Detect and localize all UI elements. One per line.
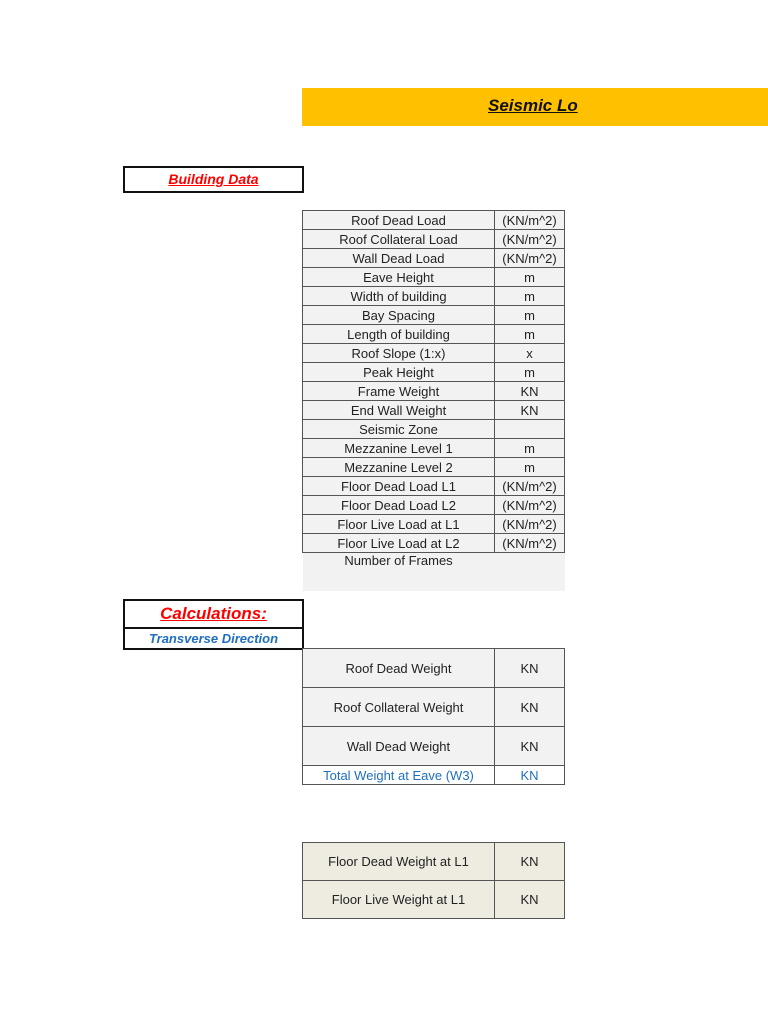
calculations-label: Calculations: — [160, 604, 267, 623]
row-label[interactable]: Floor Dead Weight at L1 — [303, 843, 495, 881]
row-label[interactable]: Mezzanine Level 1 — [303, 439, 495, 458]
row-label[interactable]: Roof Collateral Load — [303, 230, 495, 249]
row-label[interactable]: Frame Weight — [303, 382, 495, 401]
row-label[interactable]: Roof Slope (1:x) — [303, 344, 495, 363]
table-row — [303, 268, 565, 287]
table-row — [303, 230, 565, 249]
table-row — [303, 306, 565, 325]
calculations-header — [123, 599, 304, 629]
row-unit[interactable]: m — [495, 325, 565, 344]
row-unit[interactable]: KN — [495, 382, 565, 401]
row-unit[interactable]: m — [495, 439, 565, 458]
row-label[interactable]: Wall Dead Weight — [303, 727, 495, 766]
table-row — [303, 727, 565, 766]
row-label[interactable]: Wall Dead Load — [303, 249, 495, 268]
table-row — [303, 287, 565, 306]
row-unit[interactable]: m — [495, 306, 565, 325]
transverse-direction-header — [123, 629, 304, 650]
row-label[interactable]: Peak Height — [303, 363, 495, 382]
row-unit[interactable]: (KN/m^2) — [495, 534, 565, 553]
row-label[interactable]: Mezzanine Level 2 — [303, 458, 495, 477]
row-unit[interactable]: (KN/m^2) — [495, 211, 565, 230]
row-unit[interactable]: KN — [495, 401, 565, 420]
row-unit[interactable]: KN — [495, 649, 565, 688]
number-of-frames-row — [303, 553, 565, 592]
table-row — [303, 534, 565, 553]
table-row — [303, 325, 565, 344]
table-row — [303, 649, 565, 688]
table-row — [303, 439, 565, 458]
table-row — [303, 249, 565, 268]
row-label[interactable]: End Wall Weight — [303, 401, 495, 420]
table-row — [303, 688, 565, 727]
transverse-direction-label: Transverse Direction — [148, 631, 279, 646]
row-unit[interactable]: m — [495, 458, 565, 477]
number-of-frames-label[interactable]: Number of Frames — [344, 553, 453, 568]
row-unit[interactable]: m — [495, 268, 565, 287]
building-data-table — [302, 210, 565, 591]
row-unit[interactable] — [495, 420, 565, 439]
row-unit[interactable]: KN — [495, 843, 565, 881]
row-label[interactable]: Floor Live Load at L2 — [303, 534, 495, 553]
table-row — [303, 363, 565, 382]
title-clip — [302, 88, 578, 126]
row-unit[interactable]: (KN/m^2) — [495, 230, 565, 249]
table-row — [303, 458, 565, 477]
row-label[interactable]: Roof Collateral Weight — [303, 688, 495, 727]
row-label[interactable]: Floor Live Weight at L1 — [303, 881, 495, 919]
row-unit[interactable]: (KN/m^2) — [495, 249, 565, 268]
floor-weight-table — [302, 842, 565, 919]
row-label[interactable]: Eave Height — [303, 268, 495, 287]
row-unit[interactable]: x — [495, 344, 565, 363]
row-label[interactable]: Floor Dead Load L1 — [303, 477, 495, 496]
table-row — [303, 420, 565, 439]
page-title: Seismic Lo — [488, 96, 578, 115]
row-unit[interactable]: KN — [495, 881, 565, 919]
row-label[interactable]: Length of building — [303, 325, 495, 344]
table-row — [303, 211, 565, 230]
row-unit[interactable]: KN — [495, 766, 565, 785]
table-row — [303, 477, 565, 496]
table-row — [303, 382, 565, 401]
row-unit[interactable]: KN — [495, 727, 565, 766]
building-data-header — [123, 166, 304, 193]
row-label[interactable]: Total Weight at Eave (W3) — [303, 766, 495, 785]
table-row — [303, 766, 565, 785]
table-row — [303, 401, 565, 420]
table-row — [303, 515, 565, 534]
row-label[interactable]: Seismic Zone — [303, 420, 495, 439]
row-unit[interactable]: (KN/m^2) — [495, 496, 565, 515]
row-label[interactable]: Roof Dead Load — [303, 211, 495, 230]
row-unit[interactable]: m — [495, 287, 565, 306]
row-unit[interactable]: (KN/m^2) — [495, 515, 565, 534]
row-label[interactable]: Bay Spacing — [303, 306, 495, 325]
eave-weight-table — [302, 648, 565, 785]
table-row — [303, 881, 565, 919]
row-label[interactable]: Floor Dead Load L2 — [303, 496, 495, 515]
table-row — [303, 344, 565, 363]
row-label[interactable]: Floor Live Load at L1 — [303, 515, 495, 534]
row-label[interactable]: Roof Dead Weight — [303, 649, 495, 688]
number-of-frames-value[interactable] — [495, 553, 565, 592]
building-data-label: Building Data — [168, 171, 259, 187]
row-label[interactable]: Width of building — [303, 287, 495, 306]
row-unit[interactable]: m — [495, 363, 565, 382]
table-row — [303, 496, 565, 515]
row-unit[interactable]: (KN/m^2) — [495, 477, 565, 496]
row-unit[interactable]: KN — [495, 688, 565, 727]
table-row — [303, 843, 565, 881]
